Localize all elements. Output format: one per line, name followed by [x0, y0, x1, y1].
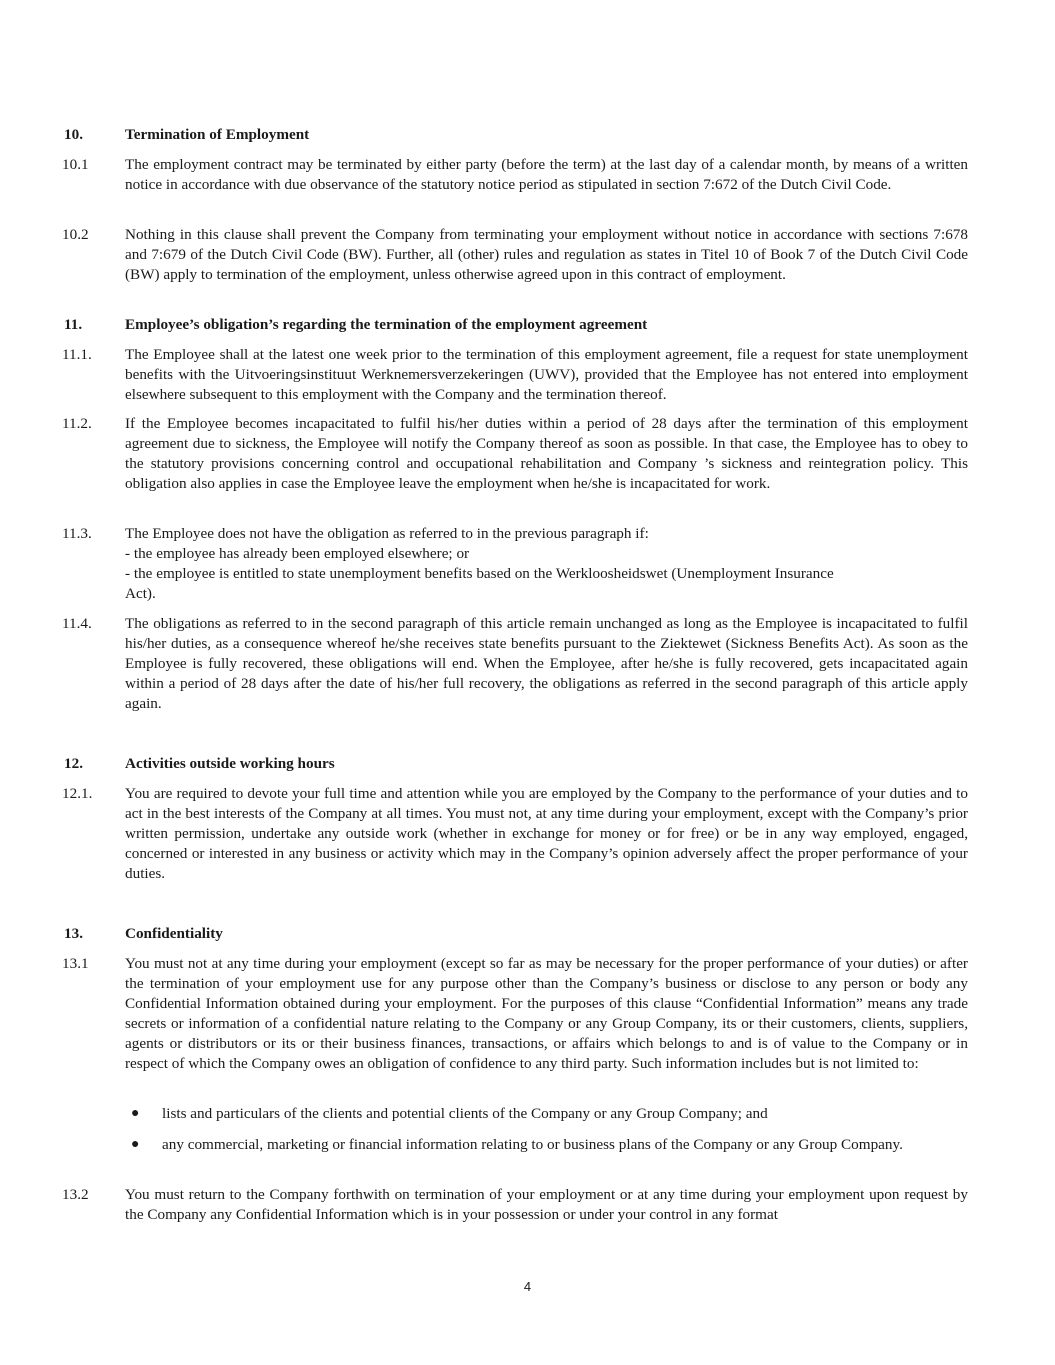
section-title: Activities outside working hours — [125, 755, 335, 772]
section-13-heading — [0, 924, 1055, 944]
clause-text: You must return to the Company forthwith on termination of your employment or at any time during your employment upon request by the Company any Confidential Information which is in your possession or under your control in any format — [125, 1186, 968, 1223]
section-title: Termination of Employment — [125, 126, 310, 143]
clause-number: 10.1 — [62, 156, 89, 173]
section-number: 12. — [64, 755, 83, 772]
page-number: 4 — [523, 1279, 532, 1294]
list-item-text: lists and particulars of the clients and potential clients of the Company or any Group Company; and — [162, 1105, 768, 1122]
clause-line: - the employee is entitled to state unemployment benefits based on the Werkloosheidswet (Unemployment Insurance — [125, 565, 834, 582]
clause-text: If the Employee becomes incapacitated to fulfil his/her duties within a period of 28 days after the termination of this employment agreement due to sickness, the Employee will notify the Company thereof as soon as possible. In that case, the Employee has to obey to the statutory provisions concerning control and occupational rehabilitation and Company ’s sickness and reintegration policy. This obligation also applies in case the Employee leave the employment when he/she is incapacitated for work. — [125, 415, 968, 492]
clause-text: Nothing in this clause shall prevent the Company from terminating your employment without notice in accordance with sections 7:678 and 7:679 of the Dutch Civil Code (BW). Further, all (other) rules and regulation as states in Titel 10 of Book 7 of the Dutch Civil Code (BW) apply to termination of the employment, unless otherwise agreed upon in this contract of employment. — [125, 226, 968, 283]
clause-line: - the employee has already been employed elsewhere; or — [125, 545, 470, 562]
bullet-icon: ● — [131, 1106, 140, 1121]
section-11-heading — [0, 315, 1055, 335]
bullet-icon: ● — [131, 1137, 140, 1152]
clause-line: Act). — [125, 585, 156, 602]
section-number: 11. — [64, 316, 83, 333]
clause-number: 13.1 — [62, 955, 89, 972]
clause-number: 13.2 — [62, 1186, 89, 1203]
clause-text: You are required to devote your full time and attention while you are employed by the Company to the performance of your duties and to act in the best interests of the Company at all times. You must not, at any time during your employment, except with the Company’s prior written permission, undertake any outside work (whether in exchange for money or for free) or be in any way employed, engaged, concerned or interested in any business or activity which may in the Company’s opinion adversely affect the proper performance of your duties. — [125, 785, 968, 882]
clause-text: The employment contract may be terminated by either party (before the term) at the last day of a calendar month, by means of a written notice in accordance with due observance of the statutory notice period as stipulated in section 7:672 of the Dutch Civil Code. — [125, 156, 968, 193]
clause-number: 10.2 — [62, 226, 89, 243]
clause-number: 11.2. — [62, 415, 92, 432]
clause-number: 12.1. — [62, 785, 93, 802]
section-number: 10. — [64, 126, 83, 143]
section-12-heading — [0, 754, 1055, 774]
list-item-text: any commercial, marketing or financial information relating to or business plans of the Company or any Group Company. — [162, 1136, 903, 1153]
clause-text: You must not at any time during your employment (except so far as may be necessary for the proper performance of your duties) or after the termination of your employment use for any purpose other than the Company’s business or disclose to any person or body any Confidential Information obtained during your employment. For the purposes of this clause “Confidential Information” means any trade secrets or information of a confidential nature relating to the Company or any Group Company, its or their customers, clients, suppliers, agents or distributors or its or their business finances, transactions, or affairs which belongs to and is of value to the Company or in respect of which the Company owes an obligation of confidence to any third party. Such information includes but is not limited to: — [125, 955, 968, 1072]
clause-number: 11.3. — [62, 525, 92, 542]
section-title: Confidentiality — [125, 925, 223, 942]
clause-number: 11.1. — [62, 346, 92, 363]
section-title: Employee’s obligation’s regarding the termination of the employment agreement — [125, 316, 648, 333]
section-number: 13. — [64, 925, 83, 942]
clause-text — [125, 524, 968, 604]
section-10-heading — [0, 125, 1055, 145]
clause-text: The obligations as referred to in the second paragraph of this article remain unchanged as long as the Employee is incapacitated to fulfil his/her duties, as a consequence whereof he/she receives state benefits pursuant to the Ziektewet (Sickness Benefits Act). As soon as the Employee is fully recovered, these obligations will end. When the Employee, after he/she is fully recovered, gets incapacitated again within a period of 28 days after the date of his/her full recovery, the obligations as referred in the second paragraph of this article apply again. — [125, 615, 968, 712]
clause-line: The Employee does not have the obligation as referred to in the previous paragraph if: — [125, 525, 649, 542]
clause-text: The Employee shall at the latest one week prior to the termination of this employment agreement, file a request for state unemployment benefits with the Uitvoeringsinstituut Werknemersverzekeringen (UWV), provided that the Employee has not entered into employment elsewhere subsequent to this employment with the Company and the termination thereof. — [125, 346, 968, 403]
clause-number: 11.4. — [62, 615, 92, 632]
